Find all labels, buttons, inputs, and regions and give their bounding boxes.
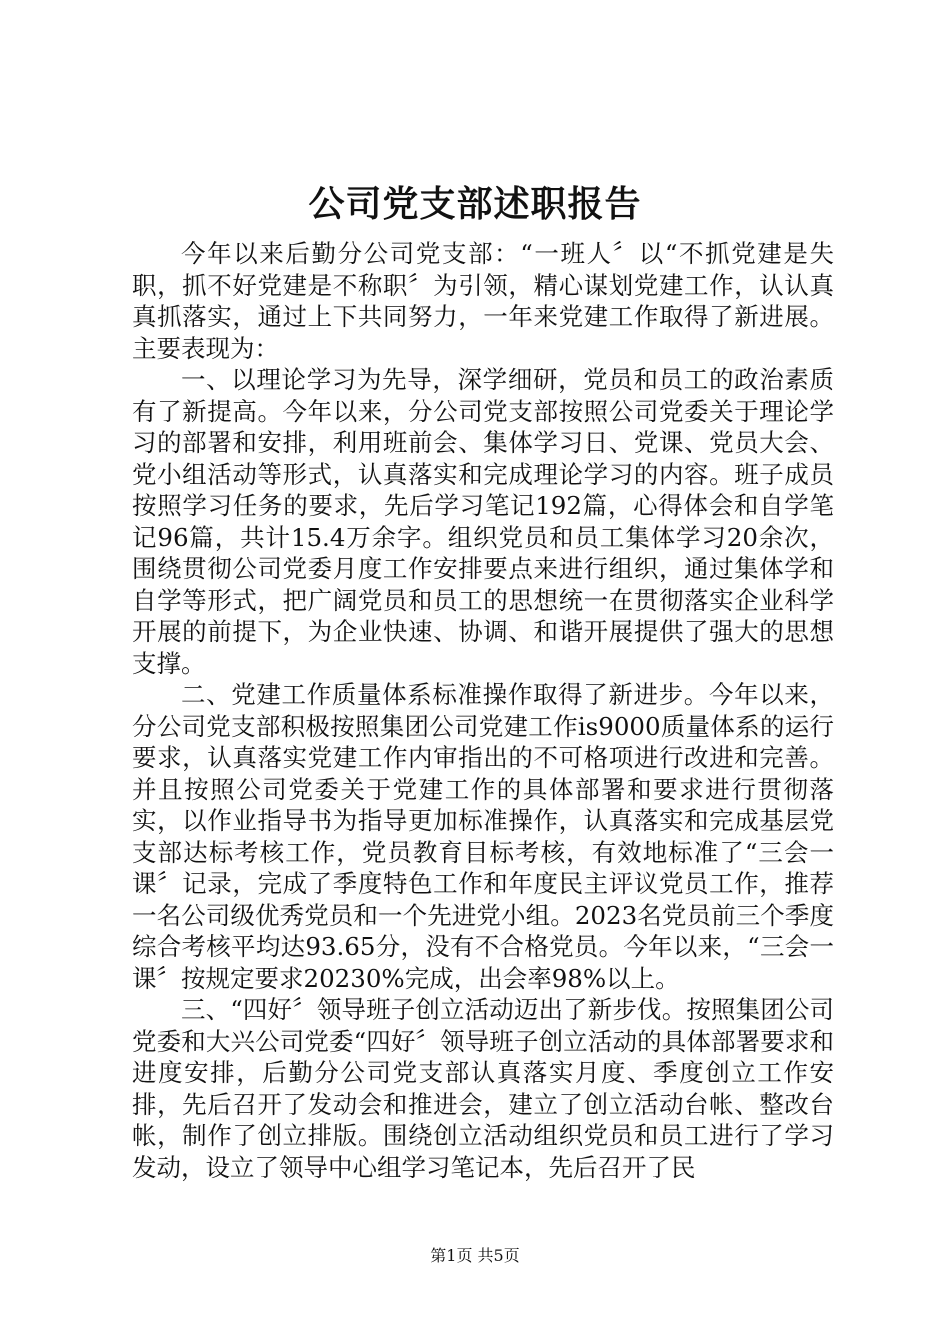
document-body: [132, 238, 834, 1183]
paragraph-section-2: 二、党建工作质量体系标准操作取得了新进步。今年以来，分公司党支部积极按照集团公司党建工作is9000质量体系的运行要求，认真落实党建工作内审指出的不可格项进行改进和完善。并且按照公司党委关于党建工作的具体部署和要求进行贯彻落实，以作业指导书为指导更加标准操作，认真落实和完成基层党支部达标考核工作，党员教育目标考核，有效地标准了“三会一课〞记录，完成了季度特色工作和年度民主评议党员工作，推荐一名公司级优秀党员和一个先进党小组。2023名党员前三个季度综合考核平均达93.65分，没有不合格党员。今年以来，“三会一课〞按规定要求20230%完成，出会率98%以上。: [132, 680, 834, 993]
page-footer: 第1页 共5页: [430, 1246, 520, 1265]
document-title: 公司党支部述职报告: [308, 183, 642, 225]
paragraph-section-3: 三、“四好〞领导班子创立活动迈出了新步伐。按照集团公司党委和大兴公司党委“四好〞领导班子创立活动的具体部署要求和进度安排，后勤分公司党支部认真落实月度、季度创立工作安排，先后召开了发动会和推进会，建立了创立活动台帐、整改台帐，制作了创立排版。围绕创立活动组织党员和员工进行了学习发动，设立了领导中心组学习笔记本，先后召开了民: [132, 995, 834, 1182]
paragraph-intro: 今年以来后勤分公司党支部：“一班人〞以“不抓党建是失职，抓不好党建是不称职〞为引领，精心谋划党建工作，认认真真抓落实，通过上下共同努力，一年来党建工作取得了新进展。主要表现为：: [132, 239, 834, 363]
paragraph-section-1: 一、以理论学习为先导，深学细研，党员和员工的政治素质有了新提高。今年以来，分公司党支部按照公司党委关于理论学习的部署和安排，利用班前会、集体学习日、党课、党员大会、党小组活动等形式，认真落实和完成理论学习的内容。班子成员按照学习任务的要求，先后学习笔记192篇，心得体会和自学笔记96篇，共计15.4万余字。组织党员和员工集体学习20余次，围绕贯彻公司党委月度工作安排要点来进行组织，通过集体学和自学等形式，把广阔党员和员工的思想统一在贯彻落实企业科学开展的前提下，为企业快速、协调、和谐开展提供了强大的思想支撑。: [132, 365, 834, 678]
